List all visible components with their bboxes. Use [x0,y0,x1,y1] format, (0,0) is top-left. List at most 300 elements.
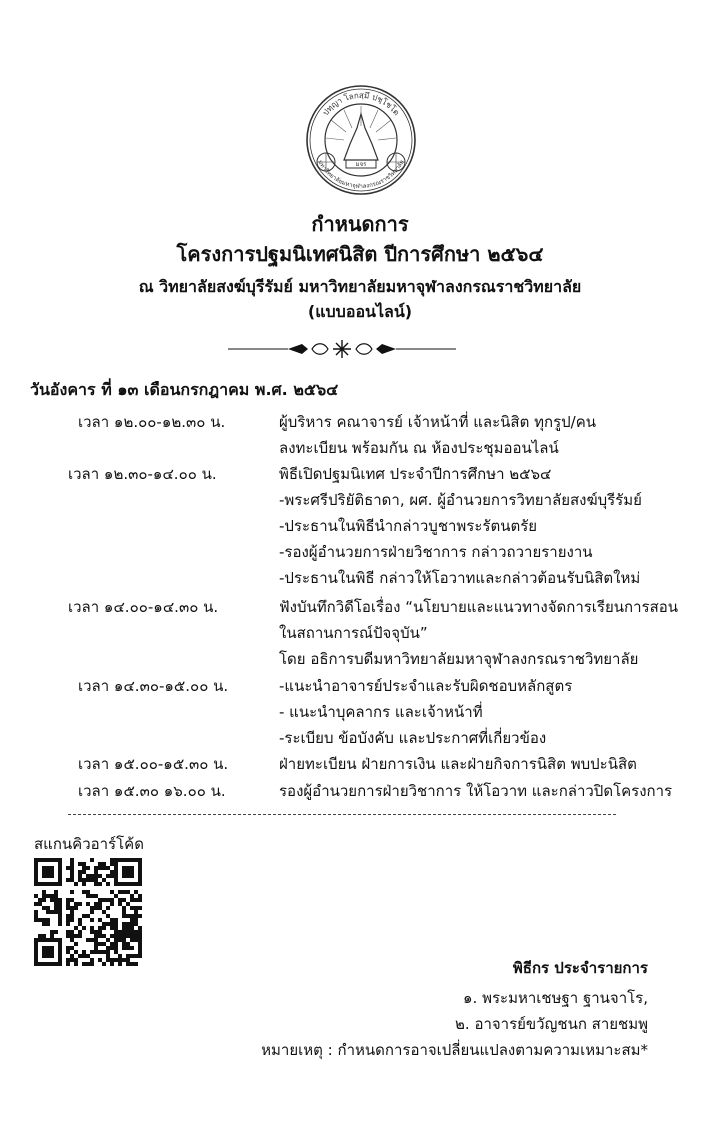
qr-module [110,874,114,878]
qr-module [74,958,78,962]
qr-module [90,962,94,966]
qr-module [106,906,110,910]
qr-module [90,958,94,962]
qr-module [86,902,90,906]
qr-module [134,962,138,966]
activity-line: -ระเบียบ ข้อบังคับ และประกาศที่เกี่ยวข้อง [279,729,547,747]
time-slot-1: เวลา ๑๒.๐๐-๑๒.๓๐ น. [78,413,226,431]
qr-module [110,870,114,874]
qr-finder [34,858,38,886]
qr-module [134,898,138,902]
qr-module [118,902,122,906]
qr-module [106,954,110,958]
qr-module [46,906,50,910]
qr-module [138,914,142,918]
qr-module [74,882,78,886]
qr-module [54,910,58,914]
qr-module [74,950,78,954]
qr-module [106,946,110,950]
qr-code[interactable] [34,858,142,966]
qr-module [78,862,82,866]
qr-module [50,894,54,898]
qr-module [70,906,74,910]
qr-module [82,878,86,882]
qr-module [122,958,126,962]
qr-module [106,914,110,918]
qr-module [110,862,114,866]
qr-module [78,918,82,922]
qr-module [94,894,98,898]
qr-module [70,914,74,918]
dashed-separator [68,814,616,815]
qr-module [122,946,126,950]
qr-module [94,942,98,946]
note: หมายเหตุ : กำหนดการอาจเปลี่ยนแปลงตามความเหมาะสม* [261,1041,648,1059]
qr-module [90,858,94,862]
qr-module [114,922,118,926]
qr-module [94,874,98,878]
activity-line: ในสถานการณ์ปัจจุบัน” [279,624,428,642]
qr-module [58,910,62,914]
qr-module [118,930,122,934]
qr-module [90,874,94,878]
qr-module [54,902,58,906]
time-slot-2: เวลา ๑๒.๓๐-๑๔.๐๐ น. [68,465,217,483]
qr-module [106,922,110,926]
qr-module [122,922,126,926]
qr-module [74,934,78,938]
qr-module [130,926,134,930]
qr-module [34,910,38,914]
qr-finder [42,946,54,958]
qr-module [82,926,86,930]
qr-module [114,946,118,950]
qr-module [78,930,82,934]
qr-module [90,918,94,922]
time-slot-4: เวลา ๑๔.๓๐-๑๕.๐๐ น. [78,677,229,695]
qr-module [66,934,70,938]
qr-module [58,914,62,918]
qr-module [110,902,114,906]
qr-module [42,934,46,938]
qr-module [102,878,106,882]
qr-module [82,954,86,958]
qr-module [86,878,90,882]
qr-module [54,898,58,902]
qr-module [110,946,114,950]
qr-finder [114,882,142,886]
qr-module [130,906,134,910]
qr-module [138,942,142,946]
qr-module [86,954,90,958]
qr-module [94,866,98,870]
qr-module [118,898,122,902]
qr-finder [114,858,118,886]
qr-finder [58,858,62,886]
qr-module [134,922,138,926]
qr-module [138,950,142,954]
qr-module [50,898,54,902]
qr-module [134,890,138,894]
qr-module [134,918,138,922]
qr-module [94,902,98,906]
qr-module [66,866,70,870]
qr-module [86,914,90,918]
qr-finder [34,962,62,966]
qr-module [122,914,126,918]
qr-module [70,938,74,942]
qr-module [70,874,74,878]
qr-module [38,902,42,906]
qr-module [114,938,118,942]
qr-module [90,938,94,942]
qr-module [98,882,102,886]
activity-line: ฝ่ายทะเบียน ฝ่ายการเงิน และฝ่ายกิจการนิสิต พบปะนิสิต [279,755,637,773]
qr-module [110,890,114,894]
qr-module [66,922,70,926]
qr-module [46,922,50,926]
time-slot-6: เวลา ๑๕.๓๐ ๑๖.๐๐ น. [78,782,226,800]
qr-module [102,962,106,966]
qr-module [34,918,38,922]
qr-module [122,934,126,938]
qr-module [66,962,70,966]
qr-module [98,898,102,902]
qr-module [102,934,106,938]
activity-line: -ประธานในพิธี กล่าวให้โอวาทและกล่าวต้อนรับนิสิตใหม่ [279,569,641,587]
qr-module [138,906,142,910]
qr-module [110,934,114,938]
qr-module [46,918,50,922]
qr-module [90,910,94,914]
qr-module [126,934,130,938]
qr-module [66,914,70,918]
qr-module [114,930,118,934]
qr-module [82,890,86,894]
qr-module [86,962,90,966]
qr-module [130,918,134,922]
qr-module [134,954,138,958]
qr-module [122,942,126,946]
qr-module [54,930,58,934]
qr-module [42,906,46,910]
qr-module [98,862,102,866]
qr-module [106,874,110,878]
qr-module [82,866,86,870]
time-slot-3: เวลา ๑๔.๐๐-๑๔.๓๐ น. [68,598,219,616]
qr-module [118,934,122,938]
qr-module [98,906,102,910]
qr-module [78,934,82,938]
qr-module [58,906,62,910]
qr-module [90,894,94,898]
qr-module [134,910,138,914]
qr-module [90,906,94,910]
qr-module [130,946,134,950]
activity-line: รองผู้อำนวยการฝ่ายวิชาการ ให้โอวาท และกล่าวปิดโครงการ [279,782,673,800]
qr-module [66,878,70,882]
qr-module [122,910,126,914]
qr-module [42,898,46,902]
qr-module [74,902,78,906]
qr-module [106,938,110,942]
project-title: โครงการปฐมนิเทศนิสิต ปีการศึกษา ๒๕๖๔ [176,242,544,266]
qr-module [54,890,58,894]
qr-module [50,910,54,914]
activity-line: - แนะนำบุคลากร และเจ้าหน้าที่ [279,703,483,721]
qr-module [98,942,102,946]
qr-module [34,914,38,918]
time-slot-5: เวลา ๑๕.๐๐-๑๕.๓๐ น. [78,755,229,773]
qr-module [58,918,62,922]
qr-module [102,866,106,870]
activity-line: โดย อธิการบดีมหาวิทยาลัยมหาจุฬาลงกรณราชวิทยาลัย [279,650,639,668]
activity-line: ลงทะเบียน พร้อมกัน ณ ห้องประชุมออนไลน์ [279,439,559,457]
qr-module [102,926,106,930]
qr-module [74,926,78,930]
qr-module [110,942,114,946]
qr-module [130,922,134,926]
qr-module [74,962,78,966]
qr-module [66,902,70,906]
qr-module [66,950,70,954]
qr-module [42,922,46,926]
qr-module [118,954,122,958]
qr-module [114,950,118,954]
qr-module [126,930,130,934]
qr-module [126,958,130,962]
qr-module [126,954,130,958]
date-heading: วันอังคาร ที่ ๑๓ เดือนกรกฎาคม พ.ศ. ๒๕๖๔ [30,380,339,399]
qr-module [114,894,118,898]
qr-module [138,926,142,930]
qr-module [126,902,130,906]
activity-line: -พระศรีปริยัติธาดา, ผศ. ผู้อำนวยการวิทยาลัยสงฆ์บุรีรัมย์ [279,491,642,509]
qr-module [118,938,122,942]
qr-module [98,874,102,878]
qr-module [126,962,130,966]
qr-module [74,942,78,946]
qr-module [138,934,142,938]
qr-module [86,938,90,942]
qr-module [38,918,42,922]
qr-module [66,906,70,910]
qr-module [118,890,122,894]
qr-module [66,918,70,922]
host-1: ๑. พระมหาเชษฐา ฐานจาโร, [463,989,648,1007]
activity-line: -ประธานในพิธีนำกล่าวบูชาพระรัตนตรัย [279,517,538,535]
qr-module [70,890,74,894]
qr-module [54,906,58,910]
qr-module [70,954,74,958]
qr-module [130,938,134,942]
qr-module [106,866,110,870]
qr-module [122,930,126,934]
qr-module [38,934,42,938]
qr-module [126,926,130,930]
qr-module [94,930,98,934]
qr-module [38,898,42,902]
qr-module [130,962,134,966]
qr-module [130,898,134,902]
qr-module [50,930,54,934]
qr-module [126,942,130,946]
ornament-divider [228,338,456,360]
host-2: ๒. อาจารย์ขวัญชนก สายชมพู [455,1015,648,1033]
qr-module [106,882,110,886]
qr-module [102,922,106,926]
qr-module [42,890,46,894]
qr-module [86,894,90,898]
qr-module [110,898,114,902]
qr-module [110,858,114,862]
qr-module [138,930,142,934]
qr-module [122,906,126,910]
hosts-title: พิธีกร ประจำรายการ [512,959,648,977]
activity-line: ผู้บริหาร คณาจารย์ เจ้าหน้าที่ และนิสิต ทุกรูป/คน [279,413,596,431]
qr-module [70,946,74,950]
qr-module [90,950,94,954]
mode-line: (แบบออนไลน์) [307,302,413,321]
qr-module [126,922,130,926]
qr-module [102,898,106,902]
qr-module [98,902,102,906]
qr-module [82,950,86,954]
qr-module [130,914,134,918]
qr-module [34,902,38,906]
qr-module [134,934,138,938]
qr-module [122,926,126,930]
qr-module [86,866,90,870]
qr-module [134,906,138,910]
qr-module [94,950,98,954]
qr-module [98,866,102,870]
qr-module [86,890,90,894]
qr-module [78,922,82,926]
qr-module [34,894,38,898]
qr-module [66,958,70,962]
qr-module [54,894,58,898]
seal-bottom-text: มหาวิทยาลัยมหาจุฬาลงกรณราชวิทยาลัย [316,158,406,191]
qr-module [66,946,70,950]
qr-finder [34,938,62,942]
qr-module [114,934,118,938]
qr-module [90,878,94,882]
qr-module [130,894,134,898]
qr-module [110,926,114,930]
qr-module [98,930,102,934]
qr-module [78,874,82,878]
qr-finder [58,938,62,966]
qr-module [46,894,50,898]
qr-module [78,870,82,874]
qr-module [130,934,134,938]
qr-module [70,870,74,874]
qr-module [70,862,74,866]
qr-module [82,862,86,866]
qr-module [138,894,142,898]
qr-module [46,910,50,914]
qr-module [86,874,90,878]
qr-module [126,946,130,950]
qr-module [94,938,98,942]
qr-module [102,950,106,954]
qr-module [94,946,98,950]
qr-module [102,862,106,866]
qr-module [106,898,110,902]
qr-module [102,942,106,946]
qr-module [70,878,74,882]
qr-module [66,898,70,902]
qr-module [122,890,126,894]
qr-module [126,890,130,894]
qr-module [94,878,98,882]
activity-line: -รองผู้อำนวยการฝ่ายวิชาการ กล่าวถวายรายงาน [279,543,593,561]
qr-module [70,934,74,938]
activity-line: พิธีเปิดปฐมนิเทศ ประจำปีการศึกษา ๒๕๖๔ [279,465,552,483]
activity-line: ฟังบันทึกวิดีโอเรื่อง “นโยบายและแนวทางจัดการเรียนการสอน [279,598,679,616]
qr-module [94,882,98,886]
qr-module [94,870,98,874]
qr-finder [34,938,38,966]
qr-module [134,930,138,934]
qr-module [138,946,142,950]
qr-module [114,958,118,962]
qr-module [106,950,110,954]
qr-module [138,954,142,958]
qr-module [138,898,142,902]
qr-module [114,926,118,930]
qr-module [130,954,134,958]
qr-module [70,898,74,902]
qr-finder [138,858,142,886]
qr-module [78,878,82,882]
qr-module [110,958,114,962]
qr-module [70,958,74,962]
qr-module [58,902,62,906]
qr-module [134,914,138,918]
qr-module [114,918,118,922]
qr-module [70,858,74,862]
qr-module [98,950,102,954]
qr-module [82,962,86,966]
qr-module [98,926,102,930]
qr-module [122,898,126,902]
seal-center-text: มจร [355,161,367,168]
qr-module [78,954,82,958]
qr-module [106,958,110,962]
qr-module [42,894,46,898]
qr-module [50,934,54,938]
qr-module [134,938,138,942]
qr-module [130,930,134,934]
qr-module [114,942,118,946]
qr-finder [122,866,134,878]
qr-module [98,958,102,962]
qr-label: สแกนคิวอาร์โค้ด [34,835,144,853]
qr-module [102,910,106,914]
qr-module [90,926,94,930]
university-seal [286,84,436,196]
qr-module [82,914,86,918]
qr-module [94,906,98,910]
qr-module [138,938,142,942]
schedule-title: กำหนดการ [311,212,409,236]
qr-module [70,918,74,922]
seal-top-text: ปทฺญา โลกสฺมึ ปชฺโชโต [320,90,402,118]
activity-line: -แนะนำอาจารย์ประจำและรับผิดชอบหลักสูตร [279,677,573,695]
qr-finder [34,858,62,862]
